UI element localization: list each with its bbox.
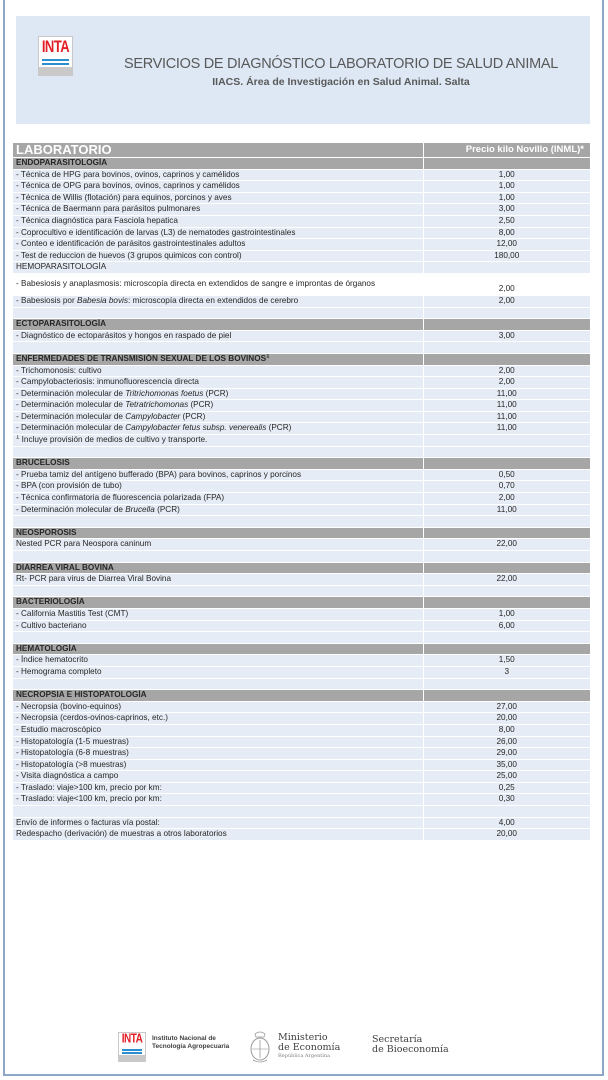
price-value — [423, 690, 590, 702]
table-row — [13, 239, 590, 251]
table-row — [13, 794, 590, 806]
service-label: Envío de informes o facturas vía postal: — [13, 817, 423, 829]
service-label: ECTOPARASITOLOGÍA — [13, 319, 423, 331]
footer-logos — [0, 1030, 608, 1070]
price-value — [423, 353, 590, 365]
table-row — [13, 701, 590, 713]
table-row — [13, 817, 590, 829]
table-row — [13, 493, 590, 505]
price-value — [423, 527, 590, 539]
service-label: - Babesiosis por Babesia bovis: microscopía directa en extendidos de cerebro — [13, 295, 423, 307]
service-label: - Necropsia (cerdos-ovinos-caprinos, etc.) — [13, 713, 423, 725]
price-value: 35,00 — [423, 759, 590, 771]
service-label: - Trichomonosis: cultivo — [13, 365, 423, 377]
service-label: BACTERIOLOGÍA — [13, 597, 423, 609]
section-header-row — [13, 353, 590, 365]
page-title: SERVICIOS DE DIAGNÓSTICO LABORATORIO DE SALUD ANIMAL — [123, 56, 558, 72]
service-label: - Estudio macroscópico — [13, 724, 423, 736]
table-row — [13, 736, 590, 748]
price-value — [423, 632, 590, 644]
service-label — [13, 342, 423, 354]
service-label: $^1$ Incluye provisión de medios de cultivo y transporte. — [13, 435, 423, 447]
service-label: - Técnica de HPG para bovinos, ovinos, caprinos y camélidos — [13, 169, 423, 181]
column-header-precio: Precio kilo Novillo (INML)* — [423, 143, 590, 158]
table-row — [13, 181, 590, 193]
service-label — [13, 632, 423, 644]
service-label: - Técnica de OPG para bovinos, ovinos, caprinos y camélidos — [13, 181, 423, 193]
price-value: 11,00 — [423, 400, 590, 412]
page-subtitle: IIACS. Área de Investigación en Salud Animal. Salta — [212, 76, 470, 88]
service-label: - Coprocultivo e identificación de larvas (L3) de nematodes gastrointestinales — [13, 227, 423, 239]
service-label — [13, 551, 423, 563]
inta-logo-text: INTA — [41, 37, 70, 56]
service-label: NECROPSIA E HISTOPATOLOGÍA — [13, 690, 423, 702]
table-row — [13, 273, 590, 295]
service-label: Nested PCR para Neospora caninum — [13, 539, 423, 551]
table-row — [13, 411, 590, 423]
price-value: 29,00 — [423, 748, 590, 760]
service-label: - Determinación molecular de Brucella (PCR) — [13, 504, 423, 516]
section-header-row — [13, 319, 590, 331]
service-label: - Diagnóstico de ectoparásitos y hongos en raspado de piel — [13, 330, 423, 342]
price-value: 25,00 — [423, 771, 590, 783]
price-value: 8,00 — [423, 724, 590, 736]
table-row — [13, 215, 590, 227]
service-label: - Traslado: viaje<100 km, precio por km: — [13, 794, 423, 806]
column-header-laboratorio: LABORATORIO — [13, 143, 423, 158]
service-label — [13, 446, 423, 458]
table-row — [13, 620, 590, 632]
service-label: - Técnica diagnóstica para Fasciola hepatica — [13, 215, 423, 227]
table-header-row — [13, 143, 590, 158]
price-value — [423, 643, 590, 655]
price-value — [423, 585, 590, 597]
price-value: 2,50 — [423, 215, 590, 227]
price-value: 1,00 — [423, 169, 590, 181]
price-value: 180,00 — [423, 250, 590, 262]
price-value: 12,00 — [423, 239, 590, 251]
price-value: 26,00 — [423, 736, 590, 748]
price-value: 11,00 — [423, 411, 590, 423]
table-row — [13, 377, 590, 389]
table-row — [13, 423, 590, 435]
service-label: - Visita diagnóstica a campo — [13, 771, 423, 783]
section-header-row — [13, 562, 590, 574]
price-value: 20,00 — [423, 713, 590, 725]
service-label: DIARREA VIRAL BOVINA — [13, 562, 423, 574]
service-label: - Histopatología (1-5 muestras) — [13, 736, 423, 748]
service-label: ENFERMEDADES DE TRANSMISIÓN SEXUAL DE LOS BOVINOS$^1$ — [13, 353, 423, 365]
spacer-row — [13, 632, 590, 644]
service-label: - Técnica de Baermann para parásitos pulmonares — [13, 204, 423, 216]
service-label: - Técnica confirmatoria de fluorescencia polarizada (FPA) — [13, 493, 423, 505]
spacer-row — [13, 446, 590, 458]
price-value: 0,25 — [423, 782, 590, 794]
price-value: 2,00 — [423, 273, 590, 295]
price-value: 0,50 — [423, 469, 590, 481]
service-label: - Babesiosis y anaplasmosis: microscopía directa en extendidos de sangre e improntas de órganos — [13, 273, 423, 295]
table-row — [13, 435, 590, 447]
header-banner — [16, 16, 590, 124]
table-row — [13, 504, 590, 516]
price-value: 2,00 — [423, 493, 590, 505]
price-value: 3,00 — [423, 330, 590, 342]
section-header-row — [13, 597, 590, 609]
table-row — [13, 724, 590, 736]
section-header-row — [13, 458, 590, 470]
service-label — [13, 806, 423, 818]
price-value — [423, 307, 590, 319]
price-value — [423, 158, 590, 170]
ministerio-economia-label: Ministerio de Economía República Argentina — [278, 1032, 341, 1059]
table-row — [13, 250, 590, 262]
service-label: - California Mastitis Test (CMT) — [13, 608, 423, 620]
service-label: - Test de reduccion de huevos (3 grupos quimicos con control) — [13, 250, 423, 262]
service-label: ENDOPARASITOLOGÍA — [13, 158, 423, 170]
service-label: - Cultivo bacteriano — [13, 620, 423, 632]
price-value — [423, 551, 590, 563]
price-value: 22,00 — [423, 574, 590, 586]
price-value — [423, 435, 590, 447]
spacer-row — [13, 806, 590, 818]
price-value: 1,00 — [423, 181, 590, 193]
service-label: BRUCELOSIS — [13, 458, 423, 470]
price-value — [423, 446, 590, 458]
table-row — [13, 192, 590, 204]
price-value: 11,00 — [423, 423, 590, 435]
table-row — [13, 330, 590, 342]
spacer-row — [13, 516, 590, 528]
price-value: 0,30 — [423, 794, 590, 806]
price-value: 3,00 — [423, 204, 590, 216]
service-label: - BPA (con provisión de tubo) — [13, 481, 423, 493]
price-value: 27,00 — [423, 701, 590, 713]
service-label: - Traslado: viaje>100 km, precio por km: — [13, 782, 423, 794]
spacer-row — [13, 678, 590, 690]
table-row — [13, 469, 590, 481]
service-label — [13, 585, 423, 597]
service-label — [13, 516, 423, 528]
price-value: 3 — [423, 666, 590, 678]
price-value: 2,00 — [423, 365, 590, 377]
secretaria-bioeconomia-label: Secretaría de Bioeconomía — [372, 1034, 449, 1055]
price-value: 2,00 — [423, 377, 590, 389]
table-row — [13, 713, 590, 725]
price-value: 1,00 — [423, 608, 590, 620]
service-label: - Determinación molecular de Campylobacter fetus subsp. venerealis (PCR) — [13, 423, 423, 435]
service-label: HEMATOLOGÍA — [13, 643, 423, 655]
service-label: - Conteo e identificación de parásitos gastrointestinales adultos — [13, 239, 423, 251]
table-row — [13, 481, 590, 493]
argentina-coat-of-arms-icon — [249, 1030, 271, 1064]
price-value: 1,00 — [423, 192, 590, 204]
section-header-row — [13, 527, 590, 539]
table-row — [13, 666, 590, 678]
service-label: - Índice hematocrito — [13, 655, 423, 667]
table-row — [13, 771, 590, 783]
service-label: Redespacho (derivación) de muestras a otros laboratorios — [13, 829, 423, 841]
price-value — [423, 597, 590, 609]
service-label: Rt- PCR para virus de Diarrea Viral Bovina — [13, 574, 423, 586]
price-value: 11,00 — [423, 388, 590, 400]
service-label: - Técnica de Willis (flotación) para equinos, porcinos y aves — [13, 192, 423, 204]
spacer-row — [13, 551, 590, 563]
inta-logo — [38, 36, 73, 76]
service-label: - Histopatología (6-8 muestras) — [13, 748, 423, 760]
service-label: - Necropsia (bovino-equinos) — [13, 701, 423, 713]
price-table — [13, 143, 590, 841]
spacer-row — [13, 585, 590, 597]
table-row — [13, 295, 590, 307]
table-row — [13, 539, 590, 551]
table-row — [13, 829, 590, 841]
price-value — [423, 516, 590, 528]
table-row — [13, 227, 590, 239]
section-header-row — [13, 643, 590, 655]
service-label — [13, 678, 423, 690]
footer-inta-logo: INTA — [118, 1032, 146, 1062]
table-row — [13, 388, 590, 400]
service-label: HEMOPARASITOLOGÍA — [13, 262, 423, 274]
table-row — [13, 759, 590, 771]
price-value — [423, 806, 590, 818]
inta-institute-name: Instituto Nacional de Tecnología Agropecuaria — [152, 1035, 230, 1050]
service-label: - Histopatología (>8 muestras) — [13, 759, 423, 771]
table-row — [13, 365, 590, 377]
price-value — [423, 319, 590, 331]
table-row — [13, 574, 590, 586]
table-row — [13, 608, 590, 620]
price-value — [423, 678, 590, 690]
subsection-row — [13, 262, 590, 274]
service-label: - Hemograma completo — [13, 666, 423, 678]
table-row — [13, 400, 590, 412]
table-row — [13, 655, 590, 667]
price-value: 1,50 — [423, 655, 590, 667]
price-value: 20,00 — [423, 829, 590, 841]
price-value: 0,70 — [423, 481, 590, 493]
service-label: - Determinación molecular de Tetratrichomonas (PCR) — [13, 400, 423, 412]
price-value: 22,00 — [423, 539, 590, 551]
spacer-row — [13, 307, 590, 319]
price-value: 8,00 — [423, 227, 590, 239]
price-value — [423, 342, 590, 354]
price-value: 2,00 — [423, 295, 590, 307]
spacer-row — [13, 342, 590, 354]
price-value — [423, 458, 590, 470]
price-value — [423, 562, 590, 574]
price-value — [423, 262, 590, 274]
section-header-row — [13, 690, 590, 702]
service-label: - Prueba tamiz del antígeno bufferado (BPA) para bovinos, caprinos y porcinos — [13, 469, 423, 481]
service-label: - Determinación molecular de Campylobacter (PCR) — [13, 411, 423, 423]
table-row — [13, 169, 590, 181]
service-label — [13, 307, 423, 319]
table-row — [13, 782, 590, 794]
service-label: - Campylobacteriosis: inmunofluorescencia directa — [13, 377, 423, 389]
section-header-row — [13, 158, 590, 170]
table-row — [13, 748, 590, 760]
service-label: NEOSPOROSIS — [13, 527, 423, 539]
price-value: 6,00 — [423, 620, 590, 632]
service-label: - Determinación molecular de Tritrichomonas foetus (PCR) — [13, 388, 423, 400]
price-value: 11,00 — [423, 504, 590, 516]
price-value: 4,00 — [423, 817, 590, 829]
table-row — [13, 204, 590, 216]
